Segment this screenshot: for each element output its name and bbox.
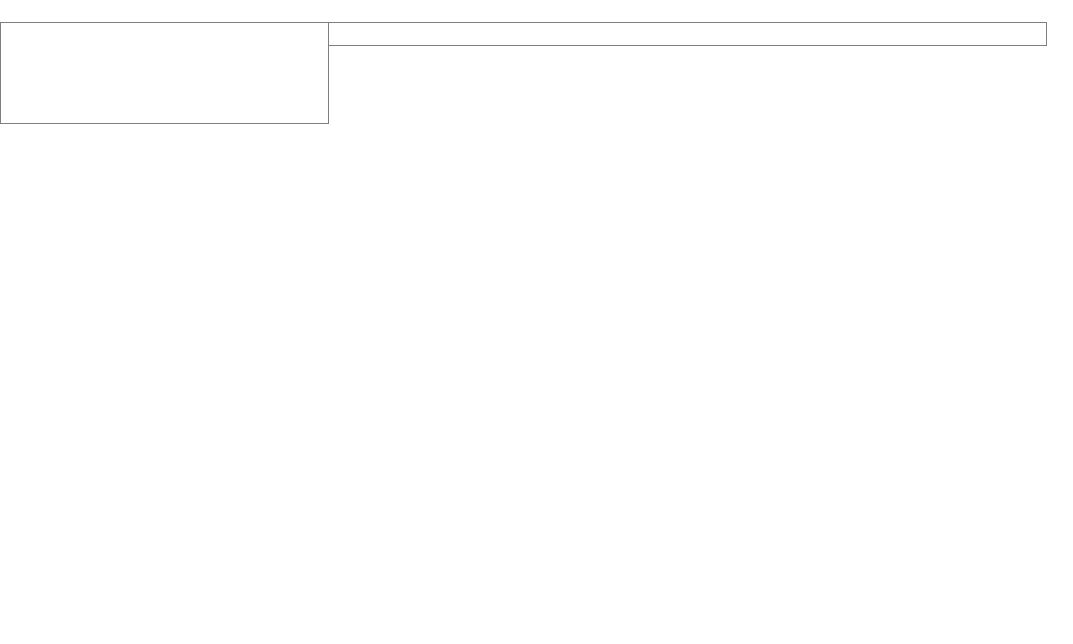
item-header [1, 23, 329, 124]
table-title [0, 0, 1073, 22]
energy-consumption-table [0, 22, 1047, 124]
group-header [329, 23, 1047, 46]
